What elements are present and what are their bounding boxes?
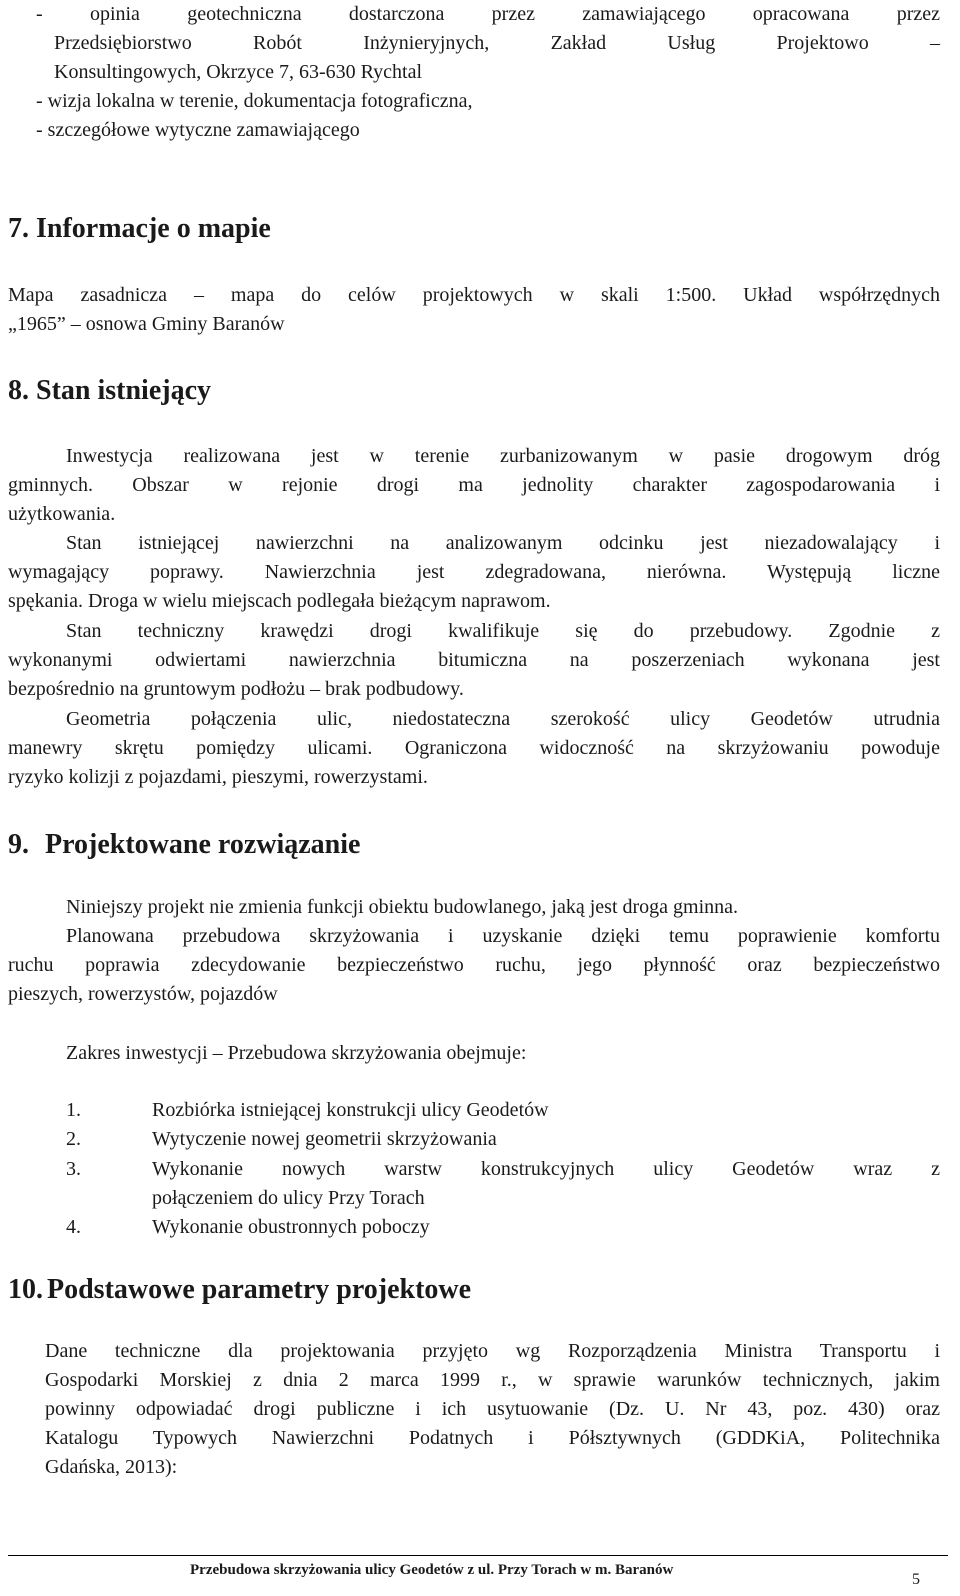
list-item: Wykonanie nowych warstw konstrukcyjnych ulicy Geodetów wraz z bbox=[152, 1158, 940, 1180]
footer-rule bbox=[8, 1555, 948, 1556]
list-item-continuation: połączeniem do ulicy Przy Torach bbox=[152, 1187, 425, 1209]
list-item: Rozbiórka istniejącej konstrukcji ulicy Geodetów bbox=[152, 1099, 549, 1121]
page-number: 5 bbox=[912, 1571, 920, 1588]
paragraph-line: powinny odpowiadać drogi publiczne i ich usytuowanie (Dz. U. Nr 43, poz. 430) oraz bbox=[45, 1398, 940, 1420]
paragraph-line: manewry skrętu pomiędzy ulicami. Ograniczona widoczność na skrzyżowaniu powoduje bbox=[8, 737, 940, 759]
section-10-heading: Podstawowe parametry projektowe bbox=[47, 1274, 472, 1305]
paragraph-line: ruchu poprawia zdecydowanie bezpieczeństwo ruchu, jego płynność oraz bezpieczeństwo bbox=[8, 954, 940, 976]
intro-line: Konsultingowych, Okrzyce 7, 63-630 Rychtal bbox=[54, 61, 423, 83]
list-item-number: 2. bbox=[66, 1128, 81, 1150]
paragraph-line: Inwestycja realizowana jest w terenie zurbanizowanym w pasie drogowym dróg bbox=[66, 445, 940, 467]
paragraph-line: wymagający poprawy. Nawierzchnia jest zdegradowana, nierówna. Występują liczne bbox=[8, 561, 940, 583]
paragraph-line: bezpośrednio na gruntowym podłożu – brak podbudowy. bbox=[8, 678, 464, 700]
paragraph-line: Dane techniczne dla projektowania przyjęto wg Rozporządzenia Ministra Transportu i bbox=[45, 1340, 940, 1362]
intro-line: - szczegółowe wytyczne zamawiającego bbox=[36, 119, 360, 141]
paragraph-line: Mapa zasadnicza – mapa do celów projektowych w skali 1:500. Układ współrzędnych bbox=[8, 284, 940, 306]
scope-intro: Zakres inwestycji – Przebudowa skrzyżowania obejmuje: bbox=[66, 1042, 527, 1064]
intro-line: - opinia geotechniczna dostarczona przez zamawiającego opracowana przez bbox=[36, 3, 940, 25]
paragraph-line: Gdańska, 2013): bbox=[45, 1456, 178, 1478]
list-item-number: 4. bbox=[66, 1216, 81, 1238]
paragraph-line: Geometria połączenia ulic, niedostateczna szerokość ulicy Geodetów utrudnia bbox=[66, 708, 940, 730]
list-item-number: 3. bbox=[66, 1158, 81, 1180]
paragraph-line: Katalogu Typowych Nawierzchni Podatnych i Półsztywnych (GDDKiA, Politechnika bbox=[45, 1427, 940, 1449]
paragraph-line: „1965” – osnowa Gminy Baranów bbox=[8, 313, 285, 335]
paragraph-line: Planowana przebudowa skrzyżowania i uzyskanie dzięki temu poprawienie komfortu bbox=[66, 925, 940, 947]
paragraph-line: pieszych, rowerzystów, pojazdów bbox=[8, 983, 278, 1005]
footer-title: Przebudowa skrzyżowania ulicy Geodetów z ul. Przy Torach w m. Baranów bbox=[190, 1562, 674, 1578]
section-10-heading-number: 10. bbox=[8, 1274, 43, 1305]
paragraph-line: Stan istniejącej nawierzchni na analizowanym odcinku jest niezadowalający i bbox=[66, 532, 940, 554]
section-8-heading: 8. Stan istniejący bbox=[8, 375, 211, 406]
list-item: Wytyczenie nowej geometrii skrzyżowania bbox=[152, 1128, 497, 1150]
paragraph-line: spękania. Droga w wielu miejscach podlegała bieżącym naprawom. bbox=[8, 590, 551, 612]
list-item-number: 1. bbox=[66, 1099, 81, 1121]
section-9-heading: Projektowane rozwiązanie bbox=[45, 829, 361, 860]
paragraph-line: użytkowania. bbox=[8, 503, 116, 525]
intro-line: Przedsiębiorstwo Robót Inżynieryjnych, Zakład Usług Projektowo – bbox=[54, 32, 940, 54]
paragraph-line: Gospodarki Morskiej z dnia 2 marca 1999 r., w sprawie warunków technicznych, jakim bbox=[45, 1369, 940, 1391]
paragraph-line: gminnych. Obszar w rejonie drogi ma jednolity charakter zagospodarowania i bbox=[8, 474, 940, 496]
paragraph-line: Niniejszy projekt nie zmienia funkcji obiektu budowlanego, jaką jest droga gminna. bbox=[66, 896, 739, 918]
list-item: Wykonanie obustronnych poboczy bbox=[152, 1216, 430, 1238]
section-9-heading-number: 9. bbox=[8, 829, 29, 860]
intro-line: - wizja lokalna w terenie, dokumentacja fotograficzna, bbox=[36, 90, 473, 112]
section-7-heading: 7. Informacje o mapie bbox=[8, 213, 271, 244]
paragraph-line: ryzyko kolizji z pojazdami, pieszymi, rowerzystami. bbox=[8, 766, 428, 788]
paragraph-line: wykonanymi odwiertami nawierzchnia bitumiczna na poszerzeniach wykonana jest bbox=[8, 649, 940, 671]
paragraph-line: Stan techniczny krawędzi drogi kwalifikuje się do przebudowy. Zgodnie z bbox=[66, 620, 940, 642]
